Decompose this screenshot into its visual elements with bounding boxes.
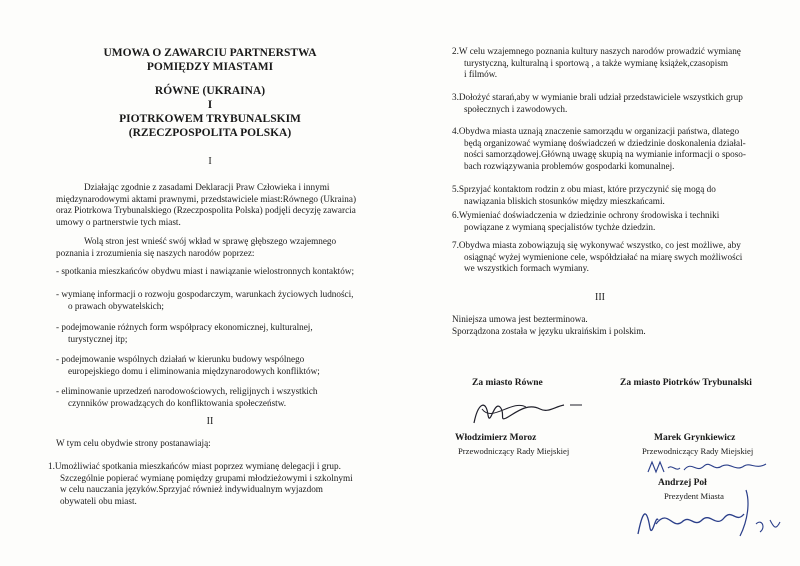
point-7 [452, 240, 742, 275]
text-line: ności samorządowej.Główną uwagę skupią na wymianie informacji o sposo- [464, 149, 746, 160]
signature-moroz [468, 393, 588, 433]
bullet-item [56, 386, 318, 409]
title-line: (RZECZPOSPOLITA POLSKA) [128, 127, 292, 139]
bullet-item [56, 266, 354, 278]
signatory-heading-rowne: Za miasto Równe [472, 378, 543, 388]
text-line: - podejmowanie wspólnych działań w kierunku budowy wspólnego [56, 354, 305, 364]
text-line: - podejmowanie różnych form współpracy ekonomicznej, kulturalnej, [56, 322, 313, 332]
text-line: Szczególnie popierać wymianę pomiędzy grupami młodzieżowymi i szkolnymi [60, 472, 353, 483]
text-line: turystyczną, kulturalną i sportową , a także wymianę książek,czasopism [464, 57, 729, 68]
text-line: W tym celu obydwie strony postanawiają: [56, 438, 211, 448]
bullet-item [56, 289, 353, 312]
title-line: PIOTRKOWEM TRYBUNALSKIM [119, 113, 301, 125]
text-line: Sporządzona została w języku ukraińskim i polskim. [452, 325, 646, 336]
signatory-role-moroz: Przewodniczący Rady Miejskiej [458, 446, 570, 456]
title-line: I [207, 99, 213, 111]
text-line: Niniejsza umowa jest bezterminowa. [452, 314, 588, 324]
text-line: bach rozwiązywania problemów gospodarki komunalnej. [464, 160, 675, 171]
text-line: oraz Piotrkowa Trybunalskiego (Rzeczpospolita Polska) podjęli decyzję zawarcia [56, 205, 356, 216]
text-line: 6.Wymieniać doświadczenia w dziedzinie ochrony środowiska i techniki [452, 210, 720, 220]
text-line: czynników prowadzących do konfliktowania społeczeństw. [68, 397, 287, 408]
text-line: 3.Dołożyć starań,aby w wymianie brali udział przedstawiciele wszystkich grup [452, 92, 743, 102]
point-3 [452, 92, 743, 115]
point-6 [452, 210, 719, 233]
title-line: UMOWA O ZAWARCIU PARTNERSTWA [103, 47, 317, 59]
text-line: międzynarodowymi aktami prawnymi, przedstawiciele miast:Równego (Ukraina) [56, 193, 357, 204]
text-line: obywateli obu miast. [60, 495, 137, 506]
paragraph-will [56, 236, 336, 259]
text-line: 7.Obydwa miasta zobowiązują się wykonywać wszystko, co jest możliwe, aby [452, 240, 741, 250]
text-line: - eliminowanie uprzedzeń narodowościowych, religijnych i wszystkich [56, 386, 318, 396]
text-line: w celu nauczania języków.Sprzyjać również indywidualnym wyjazdom [60, 484, 323, 495]
text-line: turystycznej itp; [68, 333, 128, 344]
text-line: umowy o partnerstwie tych miast. [56, 216, 181, 227]
text-line: 1.Umożliwiać spotkania mieszkańców miast poprzez wymianę delegacji i grup. [48, 461, 341, 471]
point-4 [452, 126, 746, 172]
section-heading: III [595, 292, 605, 303]
text-line: powiązane z wymianą specjalistów tychże dziedzin. [464, 221, 656, 232]
bullet-item [56, 354, 320, 377]
section-heading: I [208, 156, 212, 167]
section-heading: II [206, 416, 214, 427]
text-line: będą organizować wymianę doświadczeń w dziedzinie doskonalenia działal- [464, 137, 746, 148]
paragraph-resolve [56, 438, 211, 450]
paragraph-intro [56, 182, 356, 228]
text-line: nawiązania bliskich stosunków między mieszkańcami. [464, 195, 665, 206]
signature-pol [628, 484, 788, 544]
point-1 [48, 461, 353, 507]
text-line: Wolą stron jest wnieść swój wkład w sprawę głębszego wzajemnego [84, 236, 337, 246]
point-2 [452, 46, 741, 81]
signatory-role-grynkiewicz: Przewodniczący Rady Miejskiej [642, 446, 754, 456]
text-line: 4.Obydwa miasta uznają znaczenie samorządu w organizacji państwa, dlatego [452, 126, 740, 136]
closing-paragraph [452, 314, 646, 337]
text-line: osiągnąć wyżej wymienione cele, współdziałać na miarę swych możliwości [464, 251, 743, 262]
text-line: - spotkania mieszkańców obydwu miast i nawiązanie wielostronnych kontaktów; [56, 266, 355, 276]
text-line: i filmów. [464, 69, 498, 80]
text-line: Działając zgodnie z zasadami Deklaracji Praw Człowieka i innymi [84, 182, 330, 192]
text-line: poznania i zrozumienia się naszych narodów poprzez: [56, 247, 255, 258]
text-line: 2.W celu wzajemnego poznania kultury naszych narodów prowadzić wymianę [452, 46, 741, 56]
text-line: społecznych i zawodowych. [464, 103, 568, 114]
title-line: RÓWNE (UKRAINA) [154, 85, 266, 97]
signatory-role-pol: Prezydent Miasta [664, 491, 724, 501]
signatory-heading-piotrkow: Za miasto Piotrków Trybunalski [620, 378, 752, 388]
document-title [60, 46, 360, 140]
text-line: - wymianę informacji o rozwoju gospodarczym, warunkach życiowych ludności, [56, 289, 354, 299]
bullet-item [56, 322, 313, 345]
signatory-name-moroz: Włodzimierz Moroz [455, 433, 537, 443]
point-5 [452, 184, 716, 207]
signature-grynkiewicz [644, 456, 774, 478]
signatory-name-pol: Andrzej Poł [658, 478, 707, 488]
text-line: europejskiego domu i eliminowania międzynarodowych konfliktów; [68, 365, 320, 376]
text-line: 5.Sprzyjać kontaktom rodzin z obu miast, które przyczynić się mogą do [452, 184, 716, 194]
title-line: POMIĘDZY MIASTAMI [146, 61, 274, 73]
text-line: we wszystkich formach wymiany. [464, 263, 589, 274]
signatory-name-grynkiewicz: Marek Grynkiewicz [654, 433, 736, 443]
text-line: o prawach obywatelskich; [68, 300, 164, 311]
